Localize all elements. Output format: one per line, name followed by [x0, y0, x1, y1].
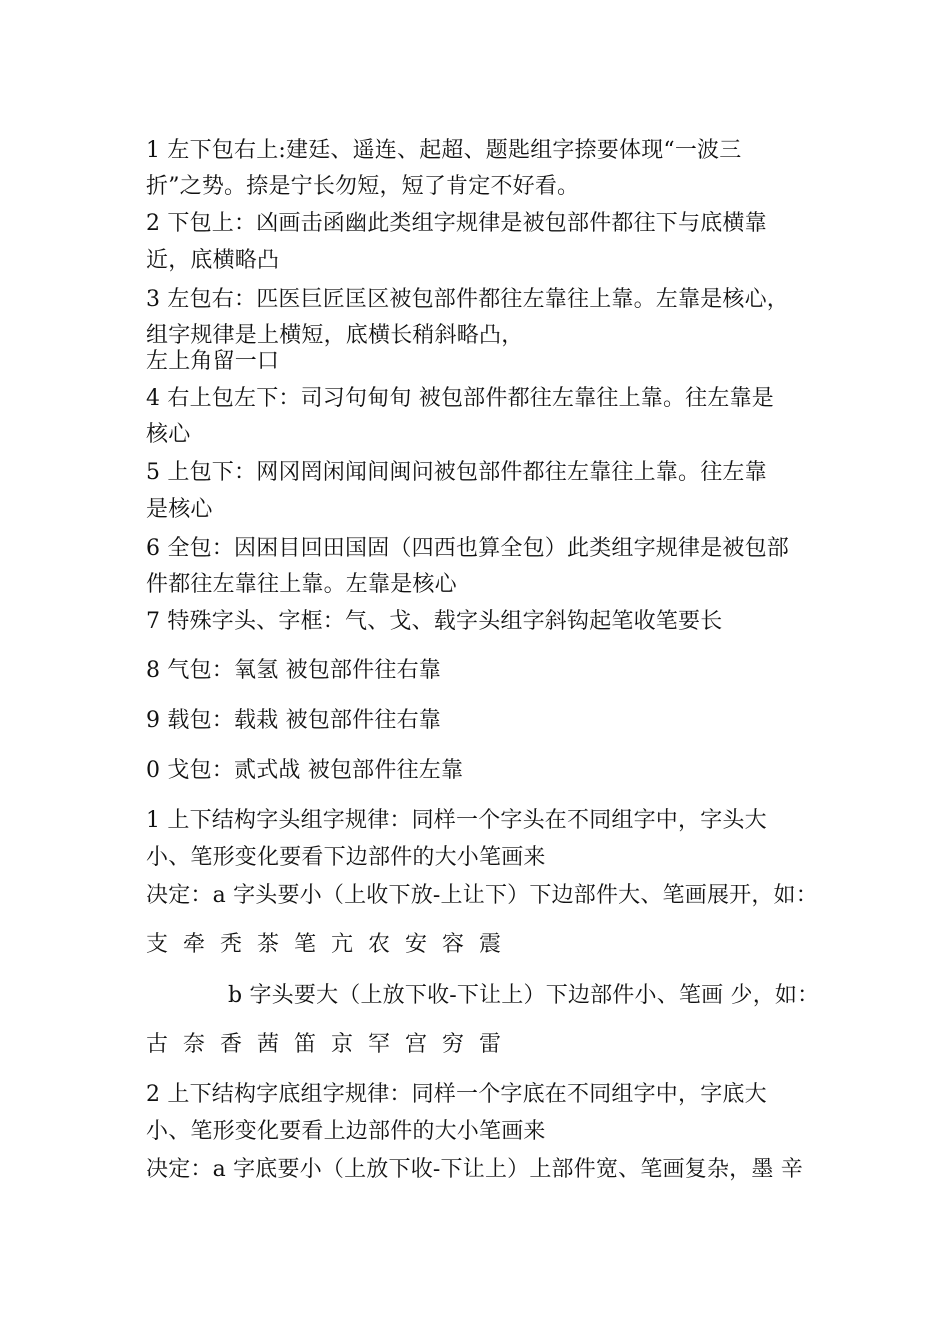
text-line-24: 2 上下结构字底组字规律：同样一个字底在不同组字中，字底大 — [146, 1082, 767, 1107]
text-line-23: 古 奈 香 茜 笛 京 罕 宫 穷 雷 — [146, 1032, 505, 1057]
text-line-9: 核心 — [146, 422, 191, 447]
text-line-10: 5 上包下：网冈罔闲闻间闽问被包部件都往左靠往上靠。往左靠 — [146, 460, 767, 485]
text-line-2: 折”之势。捺是宁长勿短，短了肯定不好看。 — [146, 174, 580, 199]
text-line-17: 0 戈包：贰式战 被包部件往左靠 — [146, 758, 464, 783]
text-line-1: 1 左下包右上:建廷、遥连、起超、题匙组字捺要体现“一波三 — [146, 138, 742, 163]
text-line-21: 支 牵 秃 茶 笔 亢 农 安 容 震 — [146, 932, 505, 957]
text-line-16: 9 载包：载栽 被包部件往右靠 — [146, 708, 441, 733]
text-line-25: 小、笔形变化要看上边部件的大小笔画来 — [146, 1119, 546, 1144]
text-line-4: 近，底横略凸 — [146, 248, 280, 273]
text-line-14: 7 特殊字头、字框：气、戈、载字头组字斜钩起笔收笔要长 — [146, 609, 723, 634]
text-line-13: 件都往左靠往上靠。左靠是核心 — [146, 572, 457, 597]
text-line-18: 1 上下结构字头组字规律：同样一个字头在不同组字中，字头大 — [146, 808, 767, 833]
text-line-3: 2 下包上：凶画击函幽此类组字规律是被包部件都往下与底横靠 — [146, 211, 767, 236]
text-line-19: 小、笔形变化要看下边部件的大小笔画来 — [146, 845, 546, 870]
text-line-22: b 字头要大（上放下收-下让上）下边部件小、笔画 少，如： — [228, 983, 820, 1008]
text-line-20: 决定：a 字头要小（上收下放-上让下）下边部件大、笔画展开，如： — [146, 883, 818, 908]
text-line-5: 3 左包右：匹医巨匠匡区被包部件都往左靠往上靠。左靠是核心， — [146, 287, 789, 312]
text-line-8: 4 右上包左下：司习句甸旬 被包部件都往左靠往上靠。往左靠是 — [146, 386, 774, 411]
text-line-26: 决定：a 字底要小（上放下收-下让上）上部件宽、笔画复杂，墨 辛 — [146, 1157, 803, 1182]
text-line-6: 组字规律是上横短，底横长稍斜略凸， — [146, 323, 524, 348]
text-line-11: 是核心 — [146, 497, 213, 522]
text-line-7: 左上角留一口 — [146, 349, 280, 374]
text-line-12: 6 全包：因困目回田国固（四西也算全包）此类组字规律是被包部 — [146, 536, 789, 561]
text-line-15: 8 气包：氧氢 被包部件往右靠 — [146, 658, 441, 683]
